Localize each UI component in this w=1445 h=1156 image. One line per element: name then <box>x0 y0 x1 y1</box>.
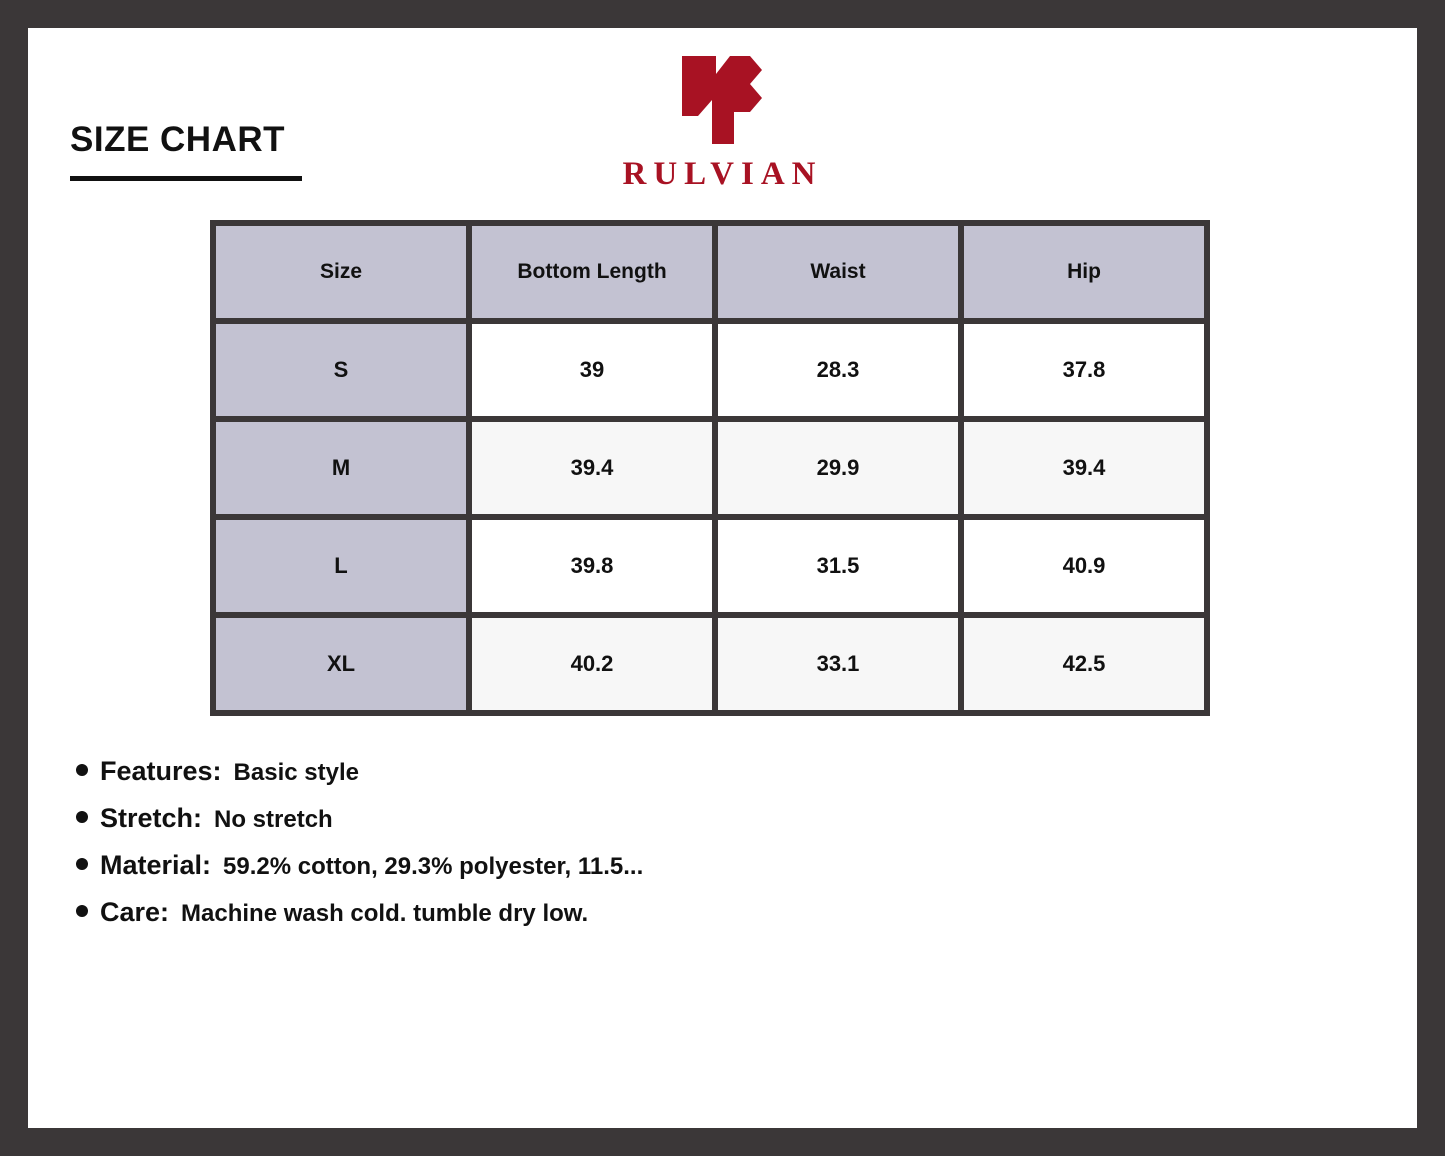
bullet-icon <box>76 764 88 776</box>
column-header-waist: Waist <box>718 226 958 318</box>
cell-hip: 37.8 <box>964 324 1204 416</box>
detail-value-features: Basic style <box>233 759 359 786</box>
cell-hip: 42.5 <box>964 618 1204 710</box>
list-item <box>76 803 1276 834</box>
cell-size: L <box>216 520 466 612</box>
cell-size: M <box>216 422 466 514</box>
detail-label-features: Features: <box>100 756 222 786</box>
cell-hip: 40.9 <box>964 520 1204 612</box>
brand-block <box>28 50 1417 193</box>
document-header <box>28 28 1417 228</box>
rulvian-r-logo-icon <box>664 50 782 150</box>
cell-size: S <box>216 324 466 416</box>
cell-bottom-length: 40.2 <box>472 618 712 710</box>
bullet-icon <box>76 811 88 823</box>
detail-value-material: 59.2% cotton, 29.3% polyester, 11.5... <box>223 853 644 880</box>
size-chart-table <box>210 220 1210 716</box>
detail-label-care: Care: <box>100 897 170 927</box>
product-details-list <box>76 756 1276 944</box>
list-item <box>76 756 1276 787</box>
detail-label-stretch: Stretch: <box>100 803 203 833</box>
size-chart-table-wrapper <box>210 220 1210 716</box>
page-title: SIZE CHART <box>70 120 285 159</box>
column-header-bottom-length: Bottom Length <box>472 226 712 318</box>
column-header-hip: Hip <box>964 226 1204 318</box>
detail-label-material: Material: <box>100 850 212 880</box>
detail-value-care: Machine wash cold. tumble dry low. <box>181 900 589 927</box>
list-item <box>76 897 1276 928</box>
table-row <box>216 422 1204 514</box>
cell-waist: 33.1 <box>718 618 958 710</box>
brand-name: RULVIAN <box>622 156 823 192</box>
table-row <box>216 324 1204 416</box>
cell-bottom-length: 39.8 <box>472 520 712 612</box>
cell-size: XL <box>216 618 466 710</box>
column-header-size: Size <box>216 226 466 318</box>
cell-waist: 29.9 <box>718 422 958 514</box>
list-item <box>76 850 1276 881</box>
cell-waist: 28.3 <box>718 324 958 416</box>
bullet-icon <box>76 905 88 917</box>
bullet-icon <box>76 858 88 870</box>
cell-waist: 31.5 <box>718 520 958 612</box>
table-header-row <box>216 226 1204 318</box>
table-row <box>216 520 1204 612</box>
page-inner <box>28 28 1417 1128</box>
table-row <box>216 618 1204 710</box>
detail-value-stretch: No stretch <box>214 806 333 833</box>
cell-bottom-length: 39 <box>472 324 712 416</box>
cell-bottom-length: 39.4 <box>472 422 712 514</box>
cell-hip: 39.4 <box>964 422 1204 514</box>
